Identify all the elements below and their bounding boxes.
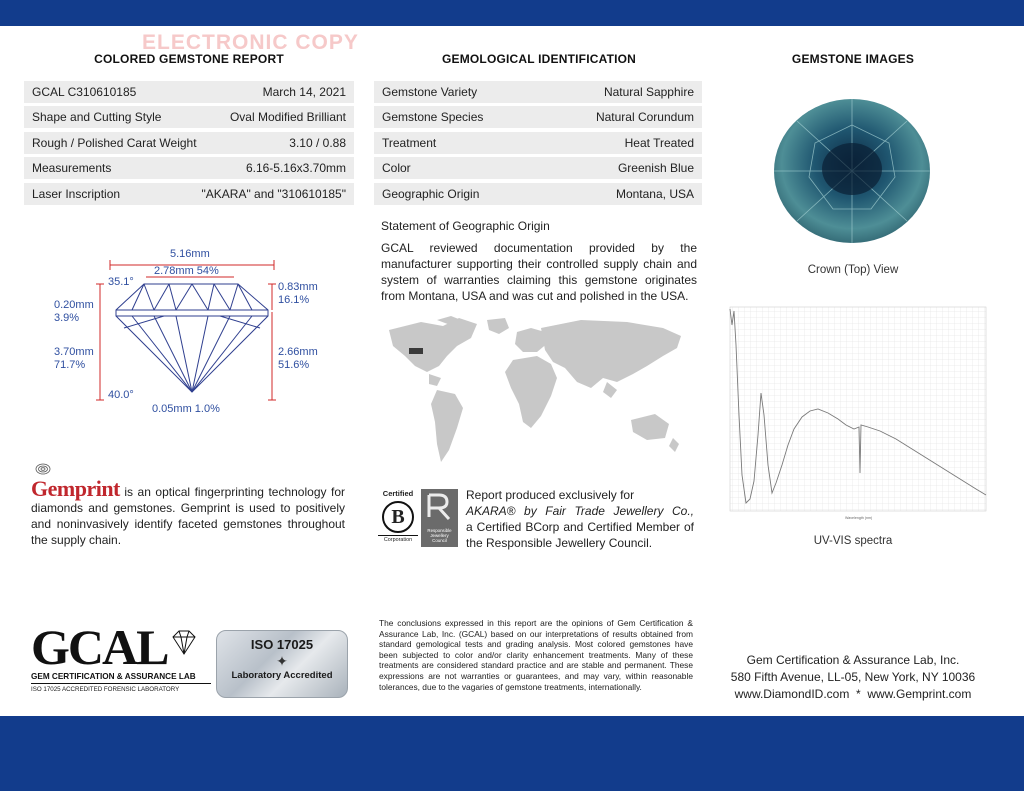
uv-vis-spectra <box>720 305 988 523</box>
bcorp-corporation-label: Corporation <box>378 535 418 543</box>
id-label: Gemstone Species <box>382 110 484 124</box>
spectra-xlabel: Wavelength (nm) <box>845 516 873 520</box>
id-value: Natural Sapphire <box>603 85 694 99</box>
report-label: Laser Inscription <box>32 187 121 201</box>
gem-outline <box>116 284 268 392</box>
report-label: GCAL C310610185 <box>32 85 137 99</box>
origin-text: GCAL reviewed documentation provided by the manufacturer supporting their controlled supply chain and system of warranties claiming this gemstone originates from Montana, USA and was cut and polished in the USA. <box>381 241 697 303</box>
report-row <box>24 132 354 154</box>
bottom-band <box>0 716 1024 791</box>
table-label: 2.78mm 54% <box>154 265 219 277</box>
id-value: Greenish Blue <box>617 161 694 175</box>
id-row <box>374 81 702 103</box>
crown-angle-label: 35.1° <box>108 276 134 288</box>
crown-view-caption: Crown (Top) View <box>807 264 899 276</box>
depth-pct-label: 71.7% <box>54 359 86 371</box>
gemprint-fingerprint-icon <box>31 462 55 474</box>
id-label: Geographic Origin <box>382 187 480 201</box>
gcal-accredited: ISO 17025 ACCREDITED FORENSIC LABORATORY <box>31 686 180 693</box>
top-band <box>0 0 1024 26</box>
contact-web: www.DiamondID.com * www.Gemprint.com <box>734 687 972 701</box>
gemprint-logo: Gemprint <box>31 476 120 501</box>
gemprint-text: is an optical fingerprinting technology for diamonds and gemstones. Gemprint is used to positively and noninvasively identify faceted gemstones throughout the supply chain. <box>31 485 345 547</box>
montana-marker <box>409 348 423 354</box>
report-value: 6.16-5.16x3.70mm <box>245 161 346 175</box>
iso-badge <box>216 630 348 698</box>
depth-mm-label: 3.70mm <box>54 346 94 358</box>
proportion-diagram <box>24 240 354 420</box>
disclaimer: The conclusions expressed in this report are the opinions of Gem Certification & Assurance Lab, Inc. (GCAL) based on our interpretations of results obtained from standard gemological tests and grading analysis. Most colored gemstones have been subjected to color and/or clarity enhancement treatments. Many of these treatments are considered standard practice and are stable and permanent. These expressions are not warranties or guarantees, and may vary, within reasonable tolerances, due to the vagaries of gemstone treatments, internationally. <box>379 618 693 692</box>
certified-line-3: a Certified BCorp and Certified Member of the Responsible Jewellery Council. <box>466 520 694 550</box>
certified-text <box>466 487 694 551</box>
id-value: Natural Corundum <box>595 110 694 124</box>
gemstone-photo <box>771 93 933 251</box>
iso-accredited-label: Laboratory Accredited <box>231 670 333 681</box>
report-value: 3.10 / 0.88 <box>289 136 346 150</box>
contact-name: Gem Certification & Assurance Lab, Inc. <box>746 653 960 667</box>
gcal-wordmark: GCAL <box>31 619 168 675</box>
bcorp-logo <box>378 489 418 547</box>
id-label: Color <box>382 161 411 175</box>
gcal-logo <box>31 619 211 693</box>
report-label: Measurements <box>32 161 112 175</box>
gemprint-paragraph <box>31 476 345 548</box>
id-label: Gemstone Variety <box>382 85 478 99</box>
report-header: COLORED GEMSTONE REPORT <box>94 52 284 66</box>
rjc-label: Responsible Jewellery Council <box>427 528 452 543</box>
crown-height-pct-label: 16.1% <box>278 294 310 306</box>
id-label: Treatment <box>382 136 437 150</box>
certified-line-1: Report produced exclusively for <box>466 488 635 502</box>
report-row <box>24 106 354 128</box>
certified-line-2: AKARA® by Fair Trade Jewellery Co., <box>466 504 694 518</box>
report-value: "AKARA" and "310610185" <box>201 187 346 201</box>
id-row <box>374 106 702 128</box>
pavilion-angle-label: 40.0° <box>108 389 134 401</box>
contact-block <box>722 652 984 703</box>
id-row <box>374 157 702 179</box>
pavilion-mm-label: 2.66mm <box>278 346 318 358</box>
origin-title: Statement of Geographic Origin <box>381 219 550 233</box>
girdle-pct-label: 3.9% <box>54 312 80 324</box>
crown-height-mm-label: 0.83mm <box>278 281 318 293</box>
bcorp-b-icon: B <box>382 501 414 533</box>
report-value: March 14, 2021 <box>262 85 346 99</box>
culet-label: 0.05mm 1.0% <box>152 403 220 415</box>
iso-title: ISO 17025 <box>250 637 314 652</box>
gcal-subtitle: GEM CERTIFICATION & ASSURANCE LAB <box>31 672 211 684</box>
bcorp-certified-label: Certified <box>382 489 414 498</box>
width-label: 5.16mm <box>170 248 210 260</box>
pavilion-pct-label: 51.6% <box>278 359 310 371</box>
id-row <box>374 132 702 154</box>
iso-emblem-icon: ✦ <box>276 653 288 669</box>
contact-address: 580 Fifth Avenue, LL-05, New York, NY 10036 <box>730 670 976 684</box>
world-map <box>381 312 697 472</box>
id-row <box>374 183 702 205</box>
rjc-logo <box>421 489 458 547</box>
spectra-caption: UV-VIS spectra <box>813 535 893 547</box>
id-value: Heat Treated <box>624 136 694 150</box>
report-row <box>24 183 354 205</box>
id-value: Montana, USA <box>615 187 694 201</box>
report-value: Oval Modified Brilliant <box>229 110 346 124</box>
images-header: GEMSTONE IMAGES <box>791 52 915 66</box>
gcal-diamond-icon <box>169 628 199 658</box>
report-row <box>24 157 354 179</box>
report-row <box>24 81 354 103</box>
identification-header: GEMOLOGICAL IDENTIFICATION <box>441 52 637 66</box>
girdle-mm-label: 0.20mm <box>54 299 94 311</box>
report-label: Rough / Polished Carat Weight <box>32 136 197 150</box>
electronic-copy-watermark: ELECTRONIC COPY <box>142 31 359 54</box>
report-label: Shape and Cutting Style <box>32 110 162 124</box>
